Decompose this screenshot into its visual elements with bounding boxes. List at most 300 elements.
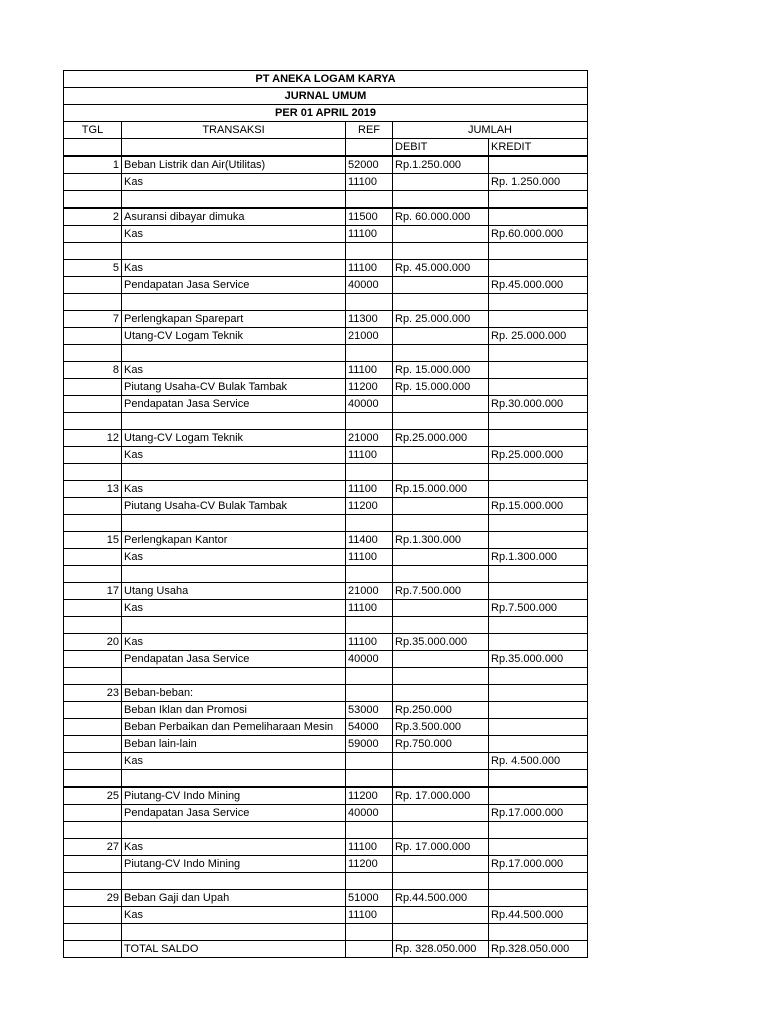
cell-kredit: Rp. 25.000.000 (489, 328, 588, 345)
cell-ref: 40000 (346, 805, 393, 822)
cell-kredit: Rp.25.000.000 (489, 447, 588, 464)
cell-debit (393, 345, 489, 362)
cell-debit (393, 924, 489, 941)
cell-kredit (489, 685, 588, 702)
cell-kredit (489, 379, 588, 396)
cell-tgl: 29 (64, 890, 122, 907)
title-row (64, 88, 588, 105)
cell-debit (393, 805, 489, 822)
subheader-empty-tgl (64, 139, 122, 157)
cell-ref: 54000 (346, 719, 393, 736)
cell-transaksi: Pendapatan Jasa Service (122, 396, 346, 413)
cell-transaksi: Piutang-CV Indo Mining (122, 787, 346, 805)
column-header-jumlah: JUMLAH (393, 122, 588, 139)
cell-transaksi (122, 617, 346, 634)
cell-kredit (489, 481, 588, 498)
journal-title: JURNAL UMUM (64, 88, 588, 105)
spacer-row (64, 770, 588, 788)
cell-debit: Rp.1.250.000 (393, 156, 489, 174)
cell-kredit (489, 736, 588, 753)
cell-kredit (489, 668, 588, 685)
cell-ref: 11100 (346, 634, 393, 651)
cell-tgl: 20 (64, 634, 122, 651)
cell-kredit: Rp.1.300.000 (489, 549, 588, 566)
cell-debit (393, 243, 489, 260)
cell-transaksi (122, 822, 346, 839)
cell-transaksi: TOTAL SALDO (122, 941, 346, 958)
table-row (64, 685, 588, 702)
company-name: PT ANEKA LOGAM KARYA (64, 71, 588, 88)
cell-transaksi: Kas (122, 260, 346, 277)
cell-transaksi (122, 668, 346, 685)
cell-kredit (489, 924, 588, 941)
cell-ref (346, 243, 393, 260)
cell-ref (346, 941, 393, 958)
cell-ref: 11100 (346, 481, 393, 498)
table-row (64, 396, 588, 413)
cell-debit: Rp.15.000.000 (393, 481, 489, 498)
cell-kredit (489, 890, 588, 907)
cell-transaksi: Kas (122, 549, 346, 566)
cell-ref: 59000 (346, 736, 393, 753)
cell-debit (393, 770, 489, 788)
cell-tgl (64, 719, 122, 736)
table-row (64, 208, 588, 226)
cell-ref: 11200 (346, 379, 393, 396)
cell-kredit (489, 243, 588, 260)
cell-kredit: Rp.17.000.000 (489, 856, 588, 873)
cell-debit: Rp.35.000.000 (393, 634, 489, 651)
cell-kredit (489, 430, 588, 447)
cell-ref: 11400 (346, 532, 393, 549)
cell-tgl (64, 753, 122, 770)
cell-debit: Rp.7.500.000 (393, 583, 489, 600)
cell-debit: Rp. 328.050.000 (393, 941, 489, 958)
cell-transaksi: Utang-CV Logam Teknik (122, 328, 346, 345)
spacer-row (64, 294, 588, 311)
spacer-row (64, 191, 588, 209)
cell-tgl (64, 907, 122, 924)
cell-tgl (64, 805, 122, 822)
spacer-row (64, 668, 588, 685)
table-row (64, 805, 588, 822)
cell-debit: Rp.3.500.000 (393, 719, 489, 736)
cell-kredit (489, 532, 588, 549)
cell-debit (393, 907, 489, 924)
journal-table (63, 70, 588, 958)
cell-tgl (64, 600, 122, 617)
spacer-row (64, 924, 588, 941)
table-row (64, 839, 588, 856)
cell-ref (346, 191, 393, 209)
cell-ref (346, 685, 393, 702)
period-label: PER 01 APRIL 2019 (64, 105, 588, 122)
table-row (64, 583, 588, 600)
cell-ref: 11100 (346, 549, 393, 566)
cell-transaksi: Perlengkapan Kantor (122, 532, 346, 549)
cell-ref: 11500 (346, 208, 393, 226)
cell-transaksi: Pendapatan Jasa Service (122, 277, 346, 294)
cell-transaksi: Kas (122, 226, 346, 243)
cell-debit: Rp. 60.000.000 (393, 208, 489, 226)
cell-kredit: Rp. 4.500.000 (489, 753, 588, 770)
cell-tgl: 23 (64, 685, 122, 702)
cell-transaksi: Kas (122, 634, 346, 651)
cell-ref: 11100 (346, 260, 393, 277)
cell-tgl: 7 (64, 311, 122, 328)
cell-ref (346, 566, 393, 583)
cell-ref: 53000 (346, 702, 393, 719)
spacer-row (64, 822, 588, 839)
spacer-row (64, 413, 588, 430)
cell-ref (346, 413, 393, 430)
cell-transaksi (122, 243, 346, 260)
cell-debit (393, 464, 489, 481)
cell-ref: 11100 (346, 839, 393, 856)
cell-kredit (489, 822, 588, 839)
cell-transaksi: Kas (122, 362, 346, 379)
cell-kredit (489, 634, 588, 651)
cell-debit (393, 174, 489, 191)
cell-debit (393, 685, 489, 702)
cell-ref: 21000 (346, 430, 393, 447)
cell-kredit: Rp.60.000.000 (489, 226, 588, 243)
cell-transaksi: Beban Gaji dan Upah (122, 890, 346, 907)
cell-debit (393, 566, 489, 583)
cell-kredit (489, 191, 588, 209)
cell-kredit (489, 583, 588, 600)
period-row (64, 105, 588, 122)
cell-debit: Rp. 17.000.000 (393, 787, 489, 805)
cell-ref (346, 753, 393, 770)
cell-transaksi: Kas (122, 481, 346, 498)
cell-transaksi (122, 345, 346, 362)
cell-kredit (489, 702, 588, 719)
cell-ref: 51000 (346, 890, 393, 907)
cell-ref: 11300 (346, 311, 393, 328)
cell-kredit: Rp.45.000.000 (489, 277, 588, 294)
cell-kredit (489, 260, 588, 277)
cell-debit (393, 822, 489, 839)
cell-transaksi: Piutang Usaha-CV Bulak Tambak (122, 498, 346, 515)
cell-ref (346, 294, 393, 311)
cell-kredit (489, 362, 588, 379)
cell-debit (393, 600, 489, 617)
table-row (64, 277, 588, 294)
cell-debit: Rp.25.000.000 (393, 430, 489, 447)
cell-tgl: 1 (64, 156, 122, 174)
cell-kredit (489, 770, 588, 788)
cell-debit: Rp. 17.000.000 (393, 839, 489, 856)
cell-transaksi: Kas (122, 907, 346, 924)
cell-tgl (64, 651, 122, 668)
table-row (64, 156, 588, 174)
cell-debit (393, 515, 489, 532)
subheader-empty-ref (346, 139, 393, 157)
cell-ref (346, 345, 393, 362)
cell-tgl: 15 (64, 532, 122, 549)
table-row (64, 890, 588, 907)
cell-transaksi: Utang-CV Logam Teknik (122, 430, 346, 447)
cell-kredit (489, 413, 588, 430)
cell-transaksi: Beban lain-lain (122, 736, 346, 753)
cell-debit (393, 277, 489, 294)
spacer-row (64, 566, 588, 583)
cell-debit (393, 617, 489, 634)
cell-debit (393, 396, 489, 413)
cell-ref: 11200 (346, 856, 393, 873)
table-row (64, 260, 588, 277)
cell-tgl (64, 873, 122, 890)
cell-transaksi: Kas (122, 447, 346, 464)
cell-transaksi: Beban Perbaikan dan Pemeliharaan Mesin (122, 719, 346, 736)
cell-tgl: 8 (64, 362, 122, 379)
cell-kredit (489, 873, 588, 890)
table-row (64, 600, 588, 617)
cell-debit (393, 873, 489, 890)
cell-tgl (64, 464, 122, 481)
cell-tgl: 17 (64, 583, 122, 600)
table-row (64, 328, 588, 345)
table-row (64, 702, 588, 719)
column-header-ref: REF (346, 122, 393, 139)
spacer-row (64, 243, 588, 260)
cell-tgl (64, 498, 122, 515)
cell-transaksi: Kas (122, 753, 346, 770)
cell-kredit (489, 311, 588, 328)
cell-kredit: Rp.15.000.000 (489, 498, 588, 515)
cell-tgl: 2 (64, 208, 122, 226)
cell-debit (393, 651, 489, 668)
cell-tgl (64, 447, 122, 464)
table-row (64, 447, 588, 464)
table-row (64, 736, 588, 753)
cell-kredit: Rp.17.000.000 (489, 805, 588, 822)
cell-kredit: Rp.35.000.000 (489, 651, 588, 668)
table-row (64, 174, 588, 191)
cell-transaksi (122, 515, 346, 532)
subheader-row (64, 139, 588, 157)
cell-tgl (64, 294, 122, 311)
cell-kredit: Rp.44.500.000 (489, 907, 588, 924)
cell-ref: 11200 (346, 787, 393, 805)
column-header-tgl: TGL (64, 122, 122, 139)
column-header-transaksi: TRANSAKSI (122, 122, 346, 139)
cell-debit (393, 191, 489, 209)
cell-kredit (489, 719, 588, 736)
table-row (64, 362, 588, 379)
cell-kredit: Rp. 1.250.000 (489, 174, 588, 191)
cell-ref: 11200 (346, 498, 393, 515)
cell-kredit (489, 839, 588, 856)
cell-debit: Rp.750.000 (393, 736, 489, 753)
cell-debit (393, 413, 489, 430)
cell-ref (346, 515, 393, 532)
cell-debit (393, 549, 489, 566)
journal-body (64, 71, 588, 958)
cell-kredit (489, 294, 588, 311)
cell-debit: Rp.250.000 (393, 702, 489, 719)
cell-tgl: 13 (64, 481, 122, 498)
table-row (64, 634, 588, 651)
cell-transaksi: Beban Listrik dan Air(Utilitas) (122, 156, 346, 174)
cell-transaksi: Kas (122, 174, 346, 191)
cell-ref (346, 464, 393, 481)
cell-transaksi (122, 770, 346, 788)
table-row (64, 430, 588, 447)
table-row (64, 498, 588, 515)
cell-ref: 40000 (346, 396, 393, 413)
cell-transaksi: Piutang-CV Indo Mining (122, 856, 346, 873)
cell-tgl: 5 (64, 260, 122, 277)
cell-tgl (64, 243, 122, 260)
cell-ref: 21000 (346, 328, 393, 345)
cell-ref (346, 770, 393, 788)
cell-transaksi: Asuransi dibayar dimuka (122, 208, 346, 226)
cell-ref: 11100 (346, 174, 393, 191)
spacer-row (64, 617, 588, 634)
cell-debit (393, 328, 489, 345)
cell-ref (346, 873, 393, 890)
cell-tgl (64, 617, 122, 634)
table-row (64, 311, 588, 328)
cell-debit (393, 753, 489, 770)
table-row (64, 651, 588, 668)
cell-debit (393, 294, 489, 311)
cell-transaksi: Pendapatan Jasa Service (122, 651, 346, 668)
cell-transaksi: Kas (122, 839, 346, 856)
cell-debit: Rp.44.500.000 (393, 890, 489, 907)
spacer-row (64, 515, 588, 532)
cell-transaksi (122, 464, 346, 481)
cell-kredit (489, 566, 588, 583)
cell-ref: 11100 (346, 907, 393, 924)
cell-kredit: Rp.328.050.000 (489, 941, 588, 958)
cell-kredit: Rp.30.000.000 (489, 396, 588, 413)
cell-kredit: Rp.7.500.000 (489, 600, 588, 617)
cell-kredit (489, 515, 588, 532)
cell-transaksi (122, 873, 346, 890)
cell-tgl (64, 924, 122, 941)
cell-tgl (64, 770, 122, 788)
cell-tgl: 12 (64, 430, 122, 447)
cell-tgl (64, 413, 122, 430)
cell-tgl (64, 549, 122, 566)
cell-kredit (489, 156, 588, 174)
cell-tgl (64, 941, 122, 958)
cell-kredit (489, 617, 588, 634)
cell-ref: 40000 (346, 277, 393, 294)
cell-debit: Rp. 45.000.000 (393, 260, 489, 277)
cell-debit: Rp. 15.000.000 (393, 362, 489, 379)
cell-tgl (64, 277, 122, 294)
cell-ref (346, 822, 393, 839)
cell-tgl (64, 856, 122, 873)
subheader-empty-transaksi (122, 139, 346, 157)
cell-transaksi (122, 294, 346, 311)
cell-ref (346, 924, 393, 941)
cell-transaksi (122, 191, 346, 209)
cell-transaksi: Beban Iklan dan Promosi (122, 702, 346, 719)
cell-tgl (64, 736, 122, 753)
cell-debit: Rp.1.300.000 (393, 532, 489, 549)
table-row (64, 226, 588, 243)
cell-tgl (64, 379, 122, 396)
cell-tgl: 25 (64, 787, 122, 805)
cell-debit: Rp. 15.000.000 (393, 379, 489, 396)
table-row (64, 787, 588, 805)
cell-ref: 11100 (346, 362, 393, 379)
cell-debit (393, 668, 489, 685)
spacer-row (64, 464, 588, 481)
cell-ref: 21000 (346, 583, 393, 600)
cell-debit (393, 498, 489, 515)
table-row (64, 532, 588, 549)
cell-tgl (64, 396, 122, 413)
spacer-row (64, 345, 588, 362)
table-row (64, 549, 588, 566)
cell-transaksi: Beban-beban: (122, 685, 346, 702)
cell-tgl (64, 566, 122, 583)
cell-transaksi (122, 413, 346, 430)
cell-tgl (64, 328, 122, 345)
cell-ref (346, 668, 393, 685)
cell-debit (393, 856, 489, 873)
cell-transaksi: Pendapatan Jasa Service (122, 805, 346, 822)
table-row (64, 907, 588, 924)
cell-ref: 11100 (346, 447, 393, 464)
cell-debit (393, 447, 489, 464)
cell-tgl (64, 702, 122, 719)
table-row (64, 941, 588, 958)
cell-tgl: 27 (64, 839, 122, 856)
table-row (64, 753, 588, 770)
column-header-debit: DEBIT (393, 139, 489, 157)
cell-debit (393, 226, 489, 243)
column-header-kredit: KREDIT (489, 139, 588, 157)
cell-kredit (489, 464, 588, 481)
column-header-row (64, 122, 588, 139)
cell-tgl (64, 345, 122, 362)
cell-transaksi: Piutang Usaha-CV Bulak Tambak (122, 379, 346, 396)
cell-ref: 52000 (346, 156, 393, 174)
cell-transaksi (122, 924, 346, 941)
cell-tgl (64, 226, 122, 243)
cell-tgl (64, 191, 122, 209)
cell-transaksi: Utang Usaha (122, 583, 346, 600)
cell-tgl (64, 668, 122, 685)
cell-ref: 11100 (346, 226, 393, 243)
cell-ref: 40000 (346, 651, 393, 668)
table-row (64, 379, 588, 396)
spacer-row (64, 873, 588, 890)
cell-ref (346, 617, 393, 634)
cell-tgl (64, 174, 122, 191)
cell-debit: Rp. 25.000.000 (393, 311, 489, 328)
cell-kredit (489, 208, 588, 226)
cell-transaksi (122, 566, 346, 583)
table-row (64, 856, 588, 873)
company-row (64, 71, 588, 88)
cell-kredit (489, 787, 588, 805)
cell-tgl (64, 822, 122, 839)
table-row (64, 719, 588, 736)
table-row (64, 481, 588, 498)
cell-ref: 11100 (346, 600, 393, 617)
cell-transaksi: Kas (122, 600, 346, 617)
cell-transaksi: Perlengkapan Sparepart (122, 311, 346, 328)
cell-tgl (64, 515, 122, 532)
